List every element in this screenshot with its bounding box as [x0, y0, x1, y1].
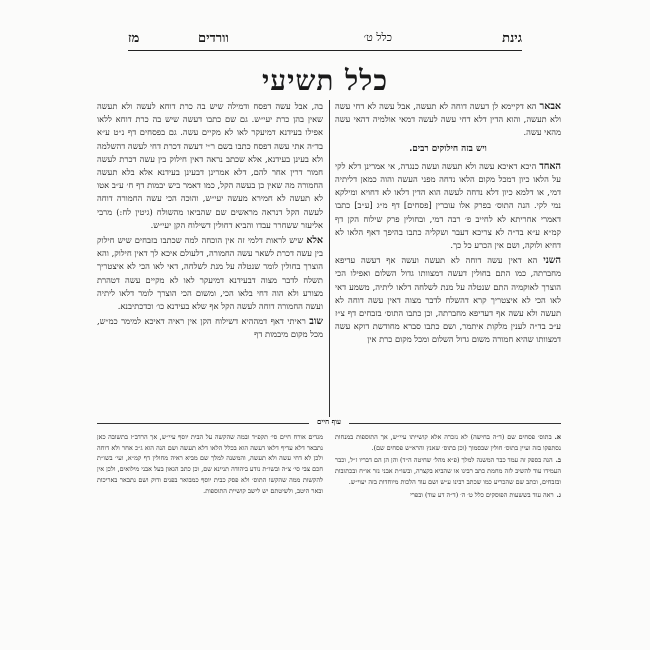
paragraph-lead-word: שוב [309, 316, 323, 328]
main-text-right-column [335, 100, 561, 416]
footnote-text: בתוס׳ פסחים שם (ד״ה בחישה) לא נזכרה אלא קושייתו עיי״ש, אך התוספות במנחות נסתפקו בזה ועיין בתוס׳ חולין שבסמוך (וכן בתוס׳ שאנץ והרא״ש פסחים שם). [335, 433, 561, 452]
paragraph-lead-word: האחד [539, 160, 561, 172]
footnotes-left-column [97, 432, 323, 622]
paragraph-text: בה, אבל עשה דפסח ודמילה שיש בה כרת דוחא לעשה ולא תעשה שאין בהן כרת יעי״ש. גם שם כתבו דעשה שיש בה כרת דוחא ללאו אפילו בעידנא דמיעקר לאו לא מקיים עשה. גם בפסחים דף נ״ט ע״א בד״ה אתי עשה דפסח כתבו בשם ר״י דעשה דכרת דחי לעשה דהשלמה ולא בעינן בעידנא, אלא שכתב נראה דאין חילוק בין עשה דכרת לעשה חמור דרין אחר להם, דלא אמרינן דבעינן בעידנא אלא בלא תעשה החמורה מה שאין כן בעשה הקל, כמו דאמר ביש יבמות דף ח׳ ע״ב אטו לא תעשה לא חמירא מעשה יעי״ש, והוכה הכי עשה החמורה דוחה לעשה הקל דנראה מראשים שם שהביאו מהשולח (גיטין לח:) מרבי אליעזר ששחרר עבדו והביא דחולין דשילוח הקן יעי״ש. [97, 101, 323, 230]
header-section: כלל ט׳ [363, 31, 392, 44]
paragraph-lead-word: אבאר [539, 101, 561, 112]
paragraph [97, 315, 323, 341]
paragraph [335, 254, 561, 346]
footnote [335, 490, 561, 501]
header-rule [128, 50, 522, 51]
paragraph-lead-word: השני [543, 255, 561, 267]
footnote [335, 432, 561, 453]
section-subheading: ויש בזה חילוקים רבים. [409, 143, 487, 154]
footnote [335, 455, 561, 487]
paragraph-text: ראיתי דאף דמההיא דשילוח הקן אין ראיה דאיכא למימר כמ״ש, מכל מקום מיבמות דף [97, 316, 323, 340]
paragraph [97, 234, 323, 313]
footnote-marker: ב. [555, 456, 561, 465]
footnote-text: מגדים אורח חיים סי׳ תקפ״ד ובמה שהקשה על הבית יוסף עיי״ש, אך הרדב״ז בתשובה כאן נתבאר דלא עדיף דלאו דעשה הוא בכלל הלאו דלא תעשה ושם הנה הוא ג״כ אחר ולא דוחה ולכן לא דחי עשה ולא תעשה, והמשנה למלך שם מביא ראיה מחולין דף קמ״א, ועי׳ בשו״ת חכם צבי סי׳ צ״ה ובשו״ת נודע ביהודה תניינא שם, וכן כתב הגאון בעל אבני מילואים, ולכן אין להקשות ממה שהקשו התוס׳ ולא פסק כבית יוסף כמבואר בפנים ודוק ושם נתבאר באריכות ובאר היטב, ולשיטתם יש לישב קושיית התוספות. [97, 433, 323, 495]
paragraph-text: היכא דאיכא עשה ולא תעשה ועשה כנגדה, אי אמרינן דלא לקי על הלאו כיון דמכל מקום הלאו נדחה מפני העשה והוה כמאן דליתיה דמי, או דלמא כיון דלא נדחה לעשה הוא הדין דלאו לא דחויא ומילקא נמי לקי. הנה התוס׳ בפרק אלו עוברין [פסחים] דף מ״ג [ע״ב] כתבו דאמרי אחריתא לא לחייב פ׳ רבה דמי, ובחולין פרק שילוח הקן דף קמ״א ע״א בד״ה לא צריכא דעבר ושקליה כתבו בהיפך דאף הלאו לא דחיא ולוקה, ושם אין הכרע כל כך. [335, 160, 561, 251]
paragraph-text: הא דקיימא לן דעשה דוחה לא תעשה, אבל עשה לא דחי עשה ולא תעשה, והוא הדין דלא דחי עשה לעשה דמאי אולמיה דהאי עשה מהאי עשה. [335, 101, 561, 138]
footnotes-right-column [335, 432, 561, 622]
footnote-text: ראה עוד בששעות הפוסקים כלל ט׳ ה׳ (ד״ה דע עוד) ובפרי [410, 490, 554, 499]
paragraph-text: הא דאין עשה דוחה לא תעשה ועשה אף דעשה עדיפא מחברתה, כמו התם בחולין דעשה דמצוותו גדול השלום ואפילו הכי הוצרך לאוקמיה התם שנטלה על מנת לשלחה דלאו ליתיה, משמע דאי לאו הכי לא איצטריך קרא דהשלח לדבר מצוה דאין עשה דוחה לא תעשה ולא עשה אף דעדיפא מחברתה, וכן כתבו התוס׳ בזבחים דף צ״ז ע״ב בד״ה לענין מלקות איתמר, ושם כתבו סברא מחודשת דוקא עשה דמצוותו שהיא חמורה משום גדול השלום ומכל מקום כרת אין [335, 255, 561, 345]
footnote-marker: ג. [556, 490, 561, 499]
header-page-number: מז [128, 31, 140, 46]
paragraph [97, 100, 323, 232]
footnote-separator [97, 417, 561, 429]
paragraph-lead-word: אלא [306, 235, 323, 247]
footnote-text: הנה בספק זה עמד כבר המשנה למלך (פ״א מהל׳ שחיטה ה״ד) והן הן הם דבריו ז״ל, וכבר העמידו עוד להשיב לזה מחמת כתב רבינו או שהביא בקצרה, ובשו״ת אבני נזר או״ח ובכתובות ובזבחים, וכתב שם שהכריע כמו שכתב רבינו ע״ש ושם עוד הלכות מיוחדות בזה יעוי״ש. [335, 456, 561, 486]
chapter-title: כלל תשיעי [261, 64, 389, 97]
paragraph-text: שיש לראות דלמי זה אין הוכחה למה שכתבו בזבחים שיש חילוק בין עשה דכרת לשאר עשה החמורה, דלעולם איכא לך דאין חילוק, והא הוצרך בחולין לומר שנטלה על מנת לשלחה, דאי לאו הכי לא איצטריך תשלח לדבר מצוה דבעידנא דמיעקר לאו לא מקיים עשה דטהרת מצורע ולא הוה דחי בלאו הכי, ומשום הכי הוצרך לומר דלאו ליתיה ועשה החמורה דוחה לעשה הקל אף שלא בעידנא כו׳ וכדכתיבנא. [97, 235, 323, 312]
footnote-marker: א. [554, 433, 561, 441]
paragraph [335, 100, 561, 140]
header-book-name: גינת [502, 31, 522, 46]
header-title: וורדים [198, 31, 229, 46]
footnote [97, 432, 323, 496]
footnote-title: עוף חיים [309, 417, 349, 426]
paragraph [335, 160, 561, 252]
running-header [128, 28, 522, 50]
column-divider [329, 100, 330, 418]
main-text-left-column [97, 100, 323, 416]
